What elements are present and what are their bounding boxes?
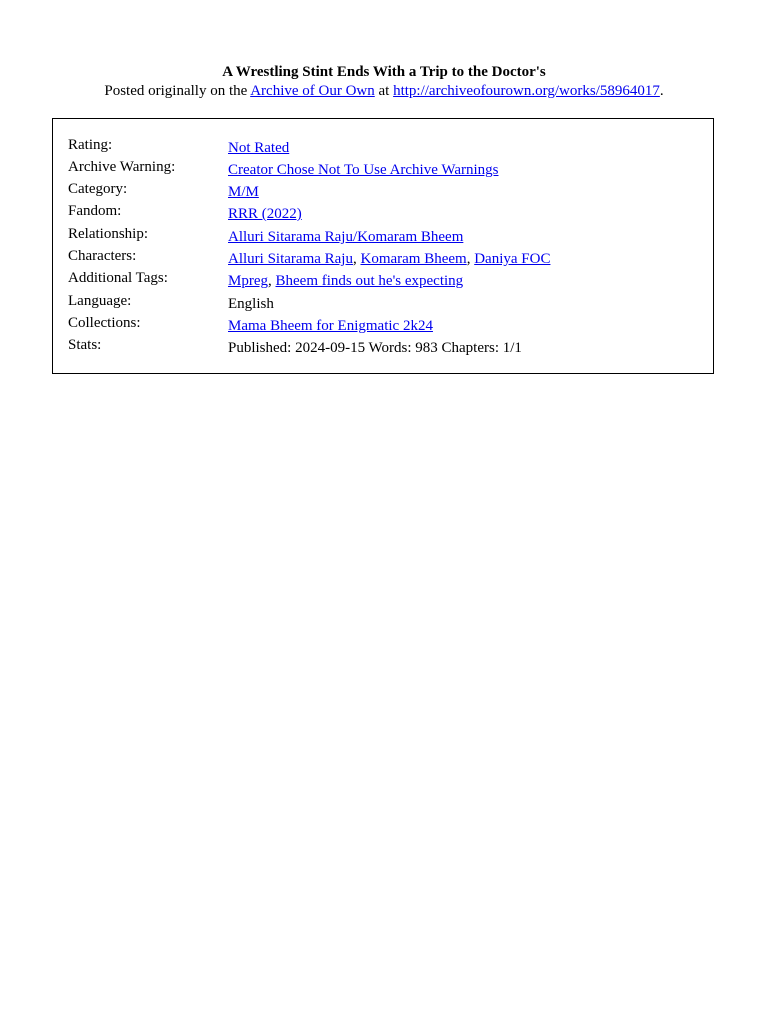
meta-row-characters: Characters: Alluri Sitarama Raju, Komaram Bheem, Daniya FOC — [68, 248, 708, 270]
collection-link[interactable]: Mama Bheem for Enigmatic 2k24 — [228, 318, 433, 334]
tags-label: Additional Tags: — [68, 270, 168, 286]
archive-link[interactable]: Archive of Our Own — [250, 83, 375, 99]
stats-label: Stats: — [68, 337, 102, 353]
characters-label: Characters: — [68, 248, 137, 264]
posted-prefix: Posted originally on the — [104, 83, 251, 99]
meta-row-tags: Additional Tags: Mpreg, Bheem finds out he's expecting — [68, 270, 708, 292]
posted-suffix: . — [659, 83, 664, 99]
tag-link[interactable]: Mpreg — [228, 273, 268, 289]
tag-link[interactable]: Bheem finds out he's expecting — [275, 273, 464, 289]
meta-row-category — [68, 181, 708, 203]
work-metadata-box — [52, 118, 714, 374]
work-title: A Wrestling Stint Ends With a Trip to the Doctor's — [222, 64, 546, 80]
meta-row-warning — [68, 159, 708, 181]
character-link[interactable]: Daniya FOC — [474, 251, 551, 267]
category-link[interactable]: M/M — [228, 184, 259, 200]
meta-row-relationship — [68, 226, 708, 248]
warning-label: Archive Warning: — [68, 159, 176, 175]
warning-link[interactable]: Creator Chose Not To Use Archive Warnings — [228, 162, 499, 178]
collections-label: Collections: — [68, 315, 141, 331]
fandom-label: Fandom: — [68, 203, 122, 219]
posted-mid: at — [374, 83, 394, 99]
relationship-link[interactable]: Alluri Sitarama Raju/Komaram Bheem — [228, 229, 464, 245]
rating-label: Rating: — [68, 137, 113, 153]
meta-row-fandom — [68, 203, 708, 225]
posted-line — [0, 81, 768, 101]
meta-row-language — [68, 293, 708, 315]
meta-row-stats — [68, 337, 708, 359]
character-link[interactable]: Alluri Sitarama Raju — [228, 251, 353, 267]
language-value: English — [228, 296, 274, 312]
category-label: Category: — [68, 181, 128, 197]
work-url-link[interactable]: http://archiveofourown.org/works/58964017 — [393, 83, 660, 99]
stats-value: Published: 2024-09-15 Words: 983 Chapters: 1/1 — [228, 340, 522, 356]
relationship-label: Relationship: — [68, 226, 148, 242]
language-label: Language: — [68, 293, 132, 309]
rating-link[interactable]: Not Rated — [228, 140, 290, 156]
character-link[interactable]: Komaram Bheem — [360, 251, 467, 267]
fandom-link[interactable]: RRR (2022) — [228, 206, 302, 222]
meta-row-collections — [68, 315, 708, 337]
